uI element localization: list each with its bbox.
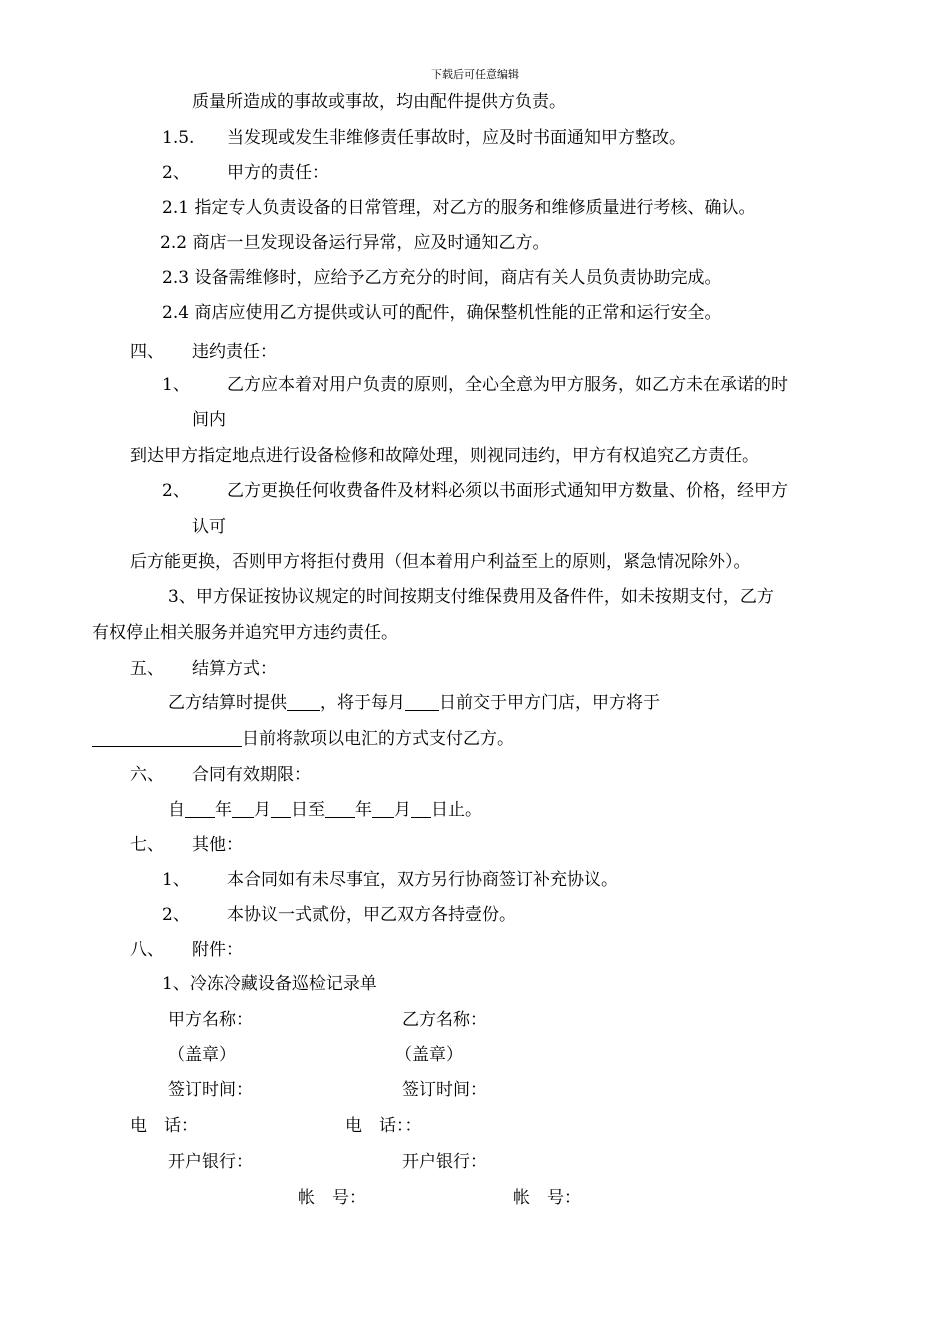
blank-field bbox=[287, 693, 320, 711]
attachment-item: 1、冷冻冷藏设备巡检记录单 bbox=[162, 974, 377, 994]
item-text: 乙方更换任何收费备件及材料必须以书面形式通知甲方数量、价格，经甲方 bbox=[227, 481, 788, 501]
party-a-date-label: 签订时间： bbox=[168, 1080, 253, 1100]
party-a-bank-label: 开户银行： bbox=[168, 1152, 253, 1172]
blank-field bbox=[405, 693, 439, 711]
item-number: 2、 bbox=[162, 905, 190, 925]
period-text: 年 bbox=[215, 800, 232, 820]
party-a-phone-label: 电 话： bbox=[130, 1116, 198, 1136]
paragraph-line: 到达甲方指定地点进行设备检修和故障处理，则视同违约，甲方有权追究乙方责任。 bbox=[130, 446, 759, 466]
section-number: 五、 bbox=[130, 659, 164, 679]
period-line bbox=[168, 799, 482, 821]
party-b-seal-label: （盖章） bbox=[395, 1045, 463, 1065]
section-number: 四、 bbox=[130, 342, 164, 362]
settlement-line bbox=[168, 692, 660, 714]
section-title: 违约责任： bbox=[192, 342, 277, 362]
party-a-name-label: 甲方名称： bbox=[168, 1010, 253, 1030]
section-number: 七、 bbox=[130, 835, 164, 855]
blank-field bbox=[271, 800, 291, 818]
paragraph-line: 2.1 指定专人负责设备的日常管理，对乙方的服务和维修质量进行考核、确认。 bbox=[162, 198, 756, 218]
period-text: 日至 bbox=[291, 800, 325, 820]
period-text: 日止。 bbox=[431, 800, 482, 820]
settlement-text: ，将于每月 bbox=[320, 693, 405, 713]
item-text: 本合同如有未尽事宜，双方另行协商签订补充协议。 bbox=[227, 870, 618, 890]
section-title: 附件： bbox=[192, 940, 243, 960]
item-text: 乙方应本着对用户负责的原则，全心全意为甲方服务，如乙方未在承诺的时 bbox=[227, 375, 788, 395]
party-b-phone-label: 电 话：： bbox=[345, 1116, 422, 1136]
party-a-seal-label: （盖章） bbox=[168, 1045, 236, 1065]
paragraph-line: 质量所造成的事故或事故，均由配件提供方负责。 bbox=[192, 92, 566, 112]
party-b-bank-label: 开户银行： bbox=[402, 1152, 487, 1172]
item-text: 本协议一式贰份，甲乙双方各持壹份。 bbox=[227, 905, 516, 925]
period-text: 自 bbox=[168, 800, 185, 820]
paragraph-line: 后方能更换，否则甲方将拒付费用（但本着用户利益至上的原则，紧急情况除外）。 bbox=[130, 552, 751, 572]
settlement-text: 日前将款项以电汇的方式支付乙方。 bbox=[242, 729, 514, 749]
blank-field bbox=[325, 800, 355, 818]
party-b-date-label: 签订时间： bbox=[402, 1080, 487, 1100]
item-text: 间内 bbox=[192, 410, 226, 430]
party-b-account-label: 帐 号： bbox=[513, 1188, 581, 1208]
section-title: 其他： bbox=[192, 835, 243, 855]
item-number: 1、 bbox=[162, 375, 190, 395]
section-title: 合同有效期限： bbox=[192, 765, 311, 785]
period-text: 年 bbox=[355, 800, 372, 820]
item-text: 当发现或发生非维修责任事故时，应及时书面通知甲方整改。 bbox=[227, 128, 686, 148]
blank-field bbox=[372, 800, 394, 818]
paragraph-line: 2.3 设备需维修时，应给予乙方充分的时间，商店有关人员负责协助完成。 bbox=[162, 268, 722, 288]
page-header: 下载后可任意编辑 bbox=[431, 68, 519, 81]
paragraph-line: 有权停止相关服务并追究甲方违约责任。 bbox=[92, 623, 398, 643]
settlement-text: 乙方结算时提供 bbox=[168, 693, 287, 713]
paragraph-line: 2.2 商店一旦发现设备运行异常，应及时通知乙方。 bbox=[160, 233, 550, 253]
section-number: 八、 bbox=[130, 940, 164, 960]
item-text: 认可 bbox=[192, 517, 226, 537]
blank-field bbox=[411, 800, 431, 818]
section-number: 六、 bbox=[130, 765, 164, 785]
item-number: 2、 bbox=[162, 481, 190, 501]
paragraph-line: 2.4 商店应使用乙方提供或认可的配件，确保整机性能的正常和运行安全。 bbox=[162, 303, 722, 323]
blank-field bbox=[92, 729, 242, 747]
item-number: 2、 bbox=[162, 163, 190, 183]
settlement-text: 日前交于甲方门店，甲方将于 bbox=[439, 693, 660, 713]
party-a-account-label: 帐 号： bbox=[298, 1188, 366, 1208]
paragraph-line: 3、甲方保证按协议规定的时间按期支付维保费用及备件件，如未按期支付，乙方 bbox=[168, 587, 774, 607]
item-number: 1、 bbox=[162, 870, 190, 890]
blank-field bbox=[232, 800, 254, 818]
period-text: 月 bbox=[394, 800, 411, 820]
item-heading: 甲方的责任： bbox=[227, 163, 329, 183]
item-number: 1.5. bbox=[162, 128, 195, 148]
section-title: 结算方式： bbox=[192, 659, 277, 679]
party-b-name-label: 乙方名称： bbox=[402, 1010, 487, 1030]
settlement-line bbox=[92, 728, 514, 750]
blank-field bbox=[185, 800, 215, 818]
period-text: 月 bbox=[254, 800, 271, 820]
